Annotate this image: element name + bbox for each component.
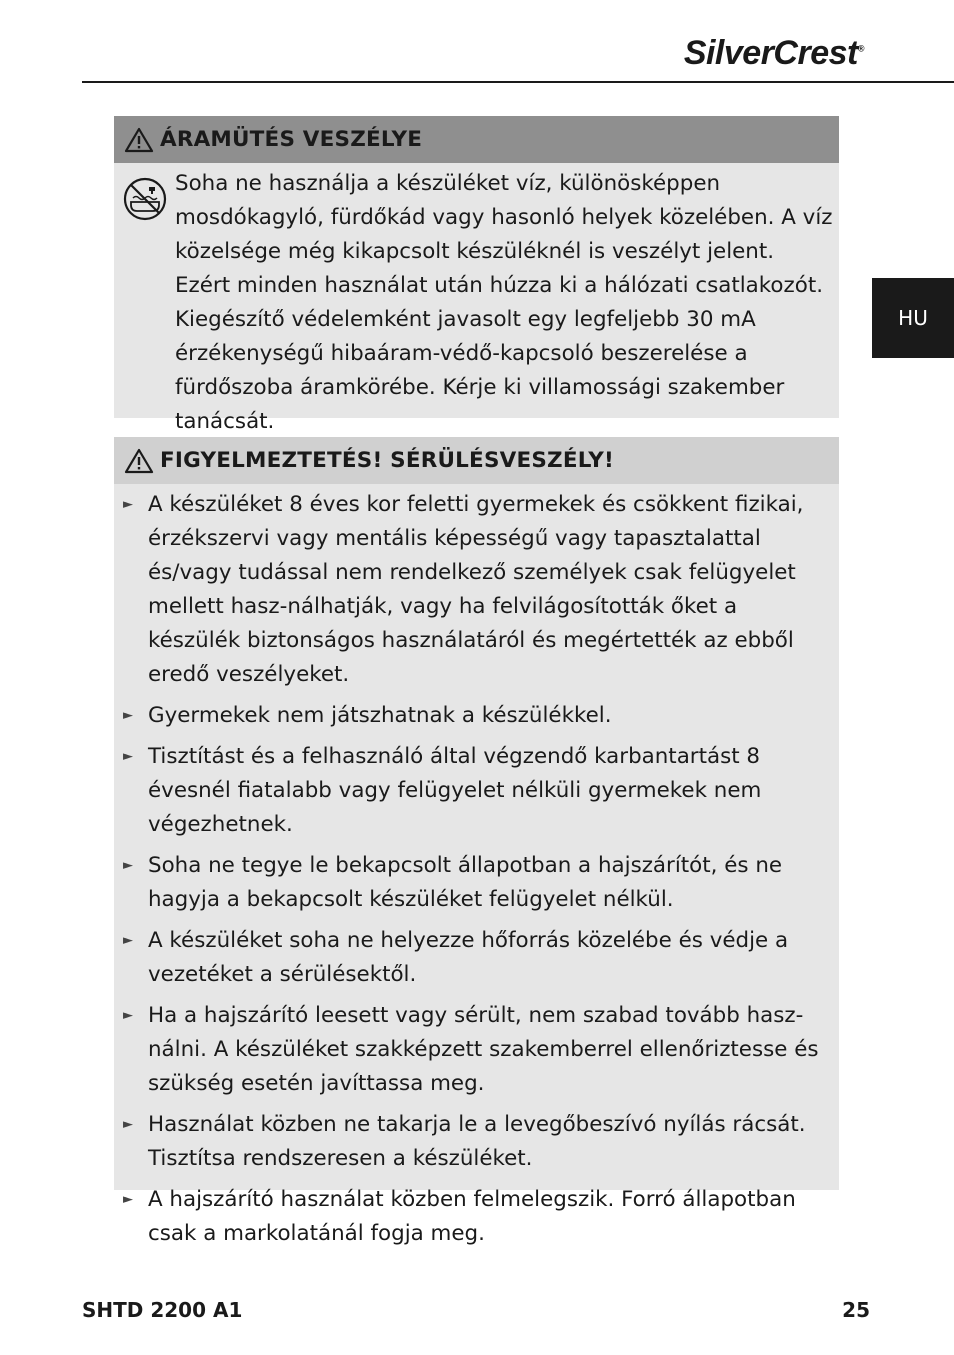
brand-logo [684,34,864,73]
page-number: 25 [842,1298,870,1322]
model-number: SHTD 2200 A1 [82,1298,243,1322]
list-item: ► A készüléket 8 éves kor feletti gyermekek és csökkent fizikai, érzékszervi vagy mentális képességű vagy tapasztalattal és/vagy tudással nem rendelkező személyek csak felügyelet mellett hasz-nálhatják, vagy ha felvilágosították őket a készülék biztonságos használatáról és megértették az ebből eredő veszélyeket. [114,488,839,692]
list-item: ► Gyermekek nem játszhatnak a készülékkel. [114,699,839,733]
list-item: ► Ha a hajszárító leesett vagy sérült, nem szabad tovább hasz-nálni. A készüléket szakképzett szakemberrel ellenőriztesse és szükség esetén javíttassa meg. [114,999,839,1101]
list-item: ► Használat közben ne takarja le a levegőbeszívó nyílás rácsát. Tisztítsa rendszeresen a készüléket. [114,1108,839,1176]
section-title: FIGYELMEZTETÉS! SÉRÜLÉSVESZÉLY! [160,448,615,473]
section-title: ÁRAMÜTÉS VESZÉLYE [160,127,423,152]
no-water-bath-icon [122,176,168,222]
language-tab [872,278,954,358]
list-item: ► A készüléket soha ne helyezze hőforrás közelébe és védje a vezetéket a sérülésektől. [114,924,839,992]
list-item: ► Tisztítást és a felhasználó által végzendő karbantartást 8 évesnél fiatalabb vagy felügyelet nélküli gyermekek nem végezhetnek. [114,740,839,842]
warning-triangle-icon [124,127,154,153]
list-item: ► A hajszárító használat közben felmelegszik. Forró állapotban csak a markolatánál fogja meg. [114,1183,839,1251]
list-item: ► Soha ne tegye le bekapcsolt állapotban a hajszárítót, és ne hagyja a bekapcsolt készüléket felügyelet nélkül. [114,849,839,917]
warning-list [114,488,839,1258]
section-header [114,437,839,484]
header-rule [82,81,954,83]
brand-name: SilverCrest [683,34,858,72]
warning-text: Soha ne használja a készüléket víz, különösképpen mosdókagyló, fürdőkád vagy hasonló helyek közelében. A víz közelsége még kikapcsolt készüléknél is veszélyt jelent. Ezért minden használat után húzza ki a hálózati csatlakozót. Kiegészítő védelemként javasolt egy legfeljebb 30 mA érzékenységű hibaáram-védő-kapcsoló beszerelése a fürdőszoba áramkörébe. Kérje ki villamossági szakember tanácsát. [175,171,833,434]
registered-mark: ® [857,43,864,54]
warning-triangle-icon [124,448,154,474]
language-label: HU [898,306,928,330]
injury-warning-box [114,437,839,1246]
electric-shock-warning-box [114,116,839,434]
section-header [114,116,839,163]
